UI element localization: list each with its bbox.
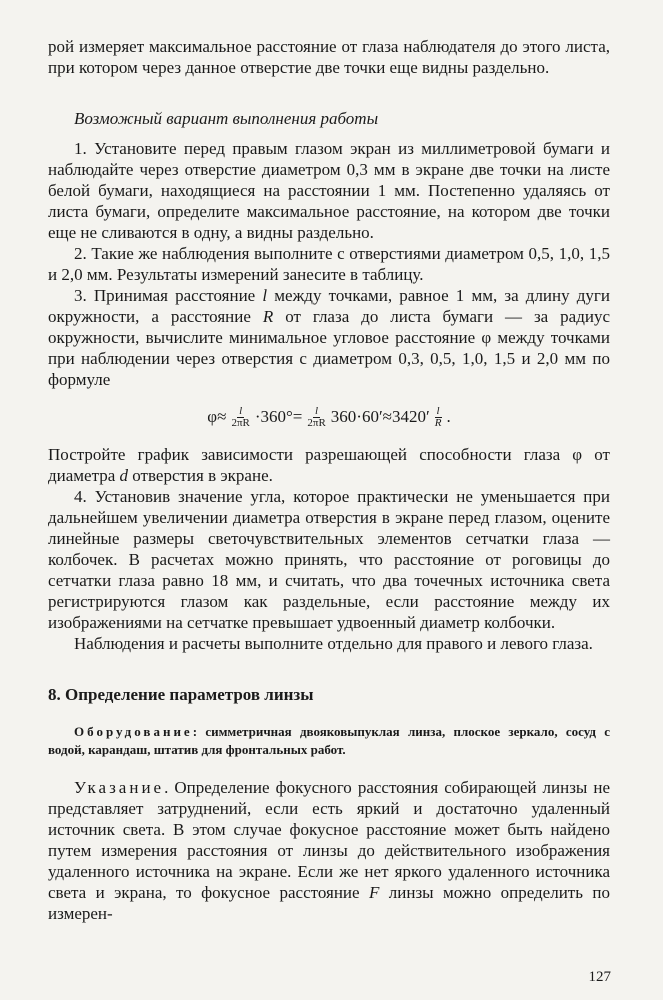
- fraction-2-den: 2πR: [307, 416, 326, 429]
- page-body: [48, 36, 610, 924]
- instruction-label: Указание: [74, 778, 165, 797]
- intro-paragraph: рой измеряет максимальное расстояние от глаза наблюдателя до этого листа, при котором через данное отверстие две точки еще видны раздельно.: [48, 37, 610, 77]
- variant-heading: Возможный вариант выполнения работы: [74, 109, 379, 128]
- fraction-3-den: R: [434, 416, 442, 429]
- var-F: F: [368, 883, 380, 902]
- step-1: 1. Установите перед правым глазом экран из миллиметровой бумаги и наблюдайте через отверстие диаметром 0,3 мм в экране две точки на листе белой бумаги, находящиеся на расстоянии 1 мм. Постепенно удаляясь от листа бумаги, определите максимальное расстояние, на котором две точки еще не сливаются в одну, а видны раздельно.: [48, 139, 610, 242]
- formula-mid-2: 360·60′≈3420′: [330, 407, 430, 426]
- page-number: 127: [588, 969, 611, 985]
- fraction-2-num: l: [315, 404, 319, 417]
- fraction-1-den: 2πR: [231, 416, 250, 429]
- observe-paragraph: Наблюдения и расчеты выполните отдельно для правого и левого глаза.: [74, 634, 593, 653]
- instruction-text-a: . Определение фокусного расстояния собирающей линзы не представляет затруднений, если есть яркий и достаточно удаленный источник света. В этом случае фокусное расстояние может быть найдено путем измерения расстояния от линзы до действительного изображения удаленного источника на экране. Если же нет яркого удаленного источника света и экрана, то фокусное расстояние: [48, 778, 610, 902]
- fraction-2: [305, 406, 327, 429]
- instruction-text-b: линзы можно определить по измерен-: [48, 883, 610, 923]
- step-3-text-c: от глаза до листа бумаги — за радиус окружности, вычислите минимальное угловое расстояние φ между точками при наблюдении через отверстия с диаметром 0,3, 0,5, 1,0, 1,5 и 2,0 мм по формуле: [48, 307, 610, 389]
- step-2: 2. Такие же наблюдения выполните с отверстиями диаметром 0,5, 1,0, 1,5 и 2,0 мм. Результаты измерений занесите в таблицу.: [48, 244, 610, 284]
- step-4: 4. Установив значение угла, которое практически не уменьшается при дальнейшем увеличении диаметра отверстия в экране перед глазом, оцените линейные размеры светочувствительных элементов сетчатки глаза — колбочек. В расчетах можно принять, что расстояние от роговицы до сетчатки глаза равно 18 мм, и считать, что два точечных источника света регистрируются глазом как раздельные, если расстояние между их изображениями на сетчатке превышает удвоенный диаметр колбочки.: [48, 487, 610, 632]
- var-l: l: [262, 286, 268, 305]
- graph-text-a: Постройте график зависимости разрешающей способности глаза φ от диаметра: [48, 445, 610, 485]
- formula-end: .: [446, 407, 451, 426]
- equipment-text: : симметричная двояковыпуклая линза, плоское зеркало, сосуд с водой, карандаш, штатив для фронтальных работ.: [48, 724, 610, 757]
- instruction-paragraph: [48, 777, 610, 924]
- step-3: [48, 285, 610, 390]
- fraction-1: [229, 406, 251, 429]
- angle-formula: [48, 400, 610, 434]
- var-d: d: [119, 466, 129, 485]
- graph-text-b: отверстия в экране.: [128, 466, 273, 485]
- equipment-paragraph: [48, 723, 610, 759]
- fraction-3: [433, 406, 444, 429]
- var-R: R: [262, 307, 274, 326]
- formula-mid-1: ·360°=: [254, 407, 303, 426]
- step-3-text-a: 3. Принимая расстояние: [74, 286, 263, 305]
- equipment-label: Оборудование: [74, 724, 193, 739]
- step-3-text-b: между точками, равное 1 мм, за длину дуги окружности, а расстояние: [48, 286, 610, 326]
- fraction-3-num: l: [436, 404, 440, 417]
- formula-phi: φ≈: [207, 407, 227, 426]
- graph-paragraph: [48, 444, 610, 486]
- fraction-1-num: l: [239, 404, 243, 417]
- section-title: 8. Определение параметров линзы: [48, 685, 314, 704]
